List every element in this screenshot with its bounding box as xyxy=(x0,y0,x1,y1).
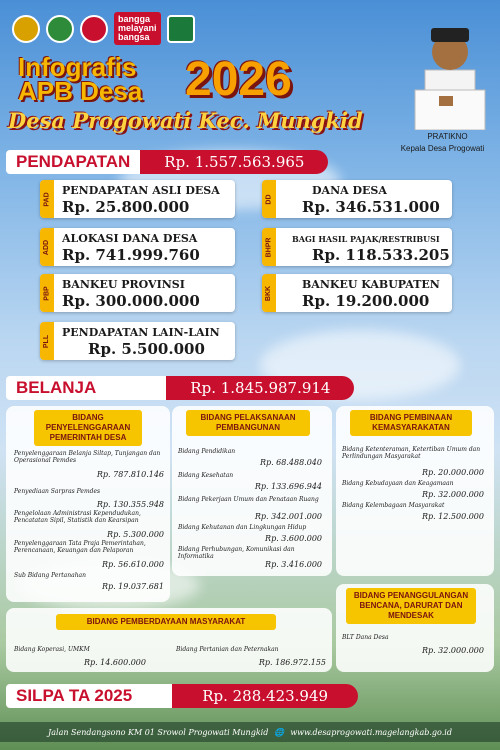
revenue-code-tag: DD xyxy=(262,180,276,218)
revenue-code-tag: PAD xyxy=(40,180,54,218)
expense-item: Bidang Pekerjaan Umum dan Penataan Ruang xyxy=(178,496,319,503)
expense-value: Rp. 186.972.155 xyxy=(258,658,326,667)
panel-heading: BIDANG PENYELENGGARAAN PEMERINTAH DESA xyxy=(34,410,142,446)
revenue-label: ALOKASI DANA DESA xyxy=(62,232,198,245)
pendapatan-total: Rp. 1.557.563.965 xyxy=(140,150,328,174)
revenue-code-tag: PLL xyxy=(40,322,54,360)
expense-item: Penyelenggaraan Tata Praja Pemerintahan, Perencanaan, Keuangan dan Pelaporan xyxy=(14,540,146,554)
kemendagri-logo-icon xyxy=(12,15,40,43)
revenue-card-bkk xyxy=(262,274,452,312)
revenue-card-add xyxy=(40,228,235,266)
title-line-1: Infografis xyxy=(18,52,137,82)
panel-heading: BIDANG PEMBINAAN KEMASYARAKATAN xyxy=(350,410,472,436)
revenue-label: BAGI HASIL PAJAK/RESTRIBUSI xyxy=(292,234,440,244)
bidang-pemberdayaan-panel xyxy=(6,608,332,672)
expense-value: Rp. 133.696.944 xyxy=(254,482,322,491)
address-text: Jalan Sendangsono KM 01 Srowol Progowati Mungkid xyxy=(48,727,269,737)
year-label: 2026 xyxy=(185,53,292,106)
expense-value: Rp. 19.037.681 xyxy=(101,582,164,591)
expense-value: Rp. 5.300.000 xyxy=(107,530,164,539)
tagline-line: bangsa xyxy=(118,32,150,42)
belanja-bar xyxy=(6,376,354,400)
panel-heading: BIDANG PEMBERDAYAAN MASYARAKAT xyxy=(56,614,276,630)
expense-item: Bidang Pendidikan xyxy=(178,448,236,455)
globe-icon: 🌐 xyxy=(274,727,285,737)
expense-item: Penyediaan Sarpras Pemdes xyxy=(14,488,101,495)
expense-item: Bidang Kesehatan xyxy=(178,472,234,479)
expense-item: Pengelolaan Administrasi Kependudukan, Pencatatan Sipil, Statistik dan Kearsipan xyxy=(14,510,141,524)
revenue-code-tag: ADD xyxy=(40,228,54,266)
expense-value: Rp. 12.500.000 xyxy=(421,512,484,521)
jawa-tengah-logo-icon xyxy=(80,15,108,43)
expense-value: Rp. 3.600.000 xyxy=(265,534,322,543)
expense-item: Bidang Kelembagaan Masyarakat xyxy=(342,502,445,509)
bidang-pemerintahan-panel xyxy=(6,406,170,602)
revenue-card-pad xyxy=(40,180,235,218)
revenue-amount: Rp. 5.500.000 xyxy=(88,340,205,358)
bidang-pembangunan-panel xyxy=(172,406,332,576)
revenue-amount: Rp. 346.531.000 xyxy=(302,198,440,216)
revenue-card-pbp xyxy=(40,274,235,312)
infographic-title xyxy=(18,52,143,106)
revenue-label: PENDAPATAN LAIN-LAIN xyxy=(62,326,220,339)
expense-item: Bidang Kebudayaan dan Keagamaan xyxy=(342,480,454,487)
kemenkes-logo-icon xyxy=(46,15,74,43)
expense-item: Bidang Pertanian dan Peternakan xyxy=(176,646,279,653)
village-head-photo xyxy=(395,10,500,130)
website-link[interactable]: www.desaprogowati.magelangkab.go.id xyxy=(290,727,452,737)
tagline-line: melayani xyxy=(118,23,157,33)
revenue-card-bhpr xyxy=(262,228,452,266)
expense-item: Penyelenggaraan Belanja Siltap, Tunjangan dan Operasional Pemdes xyxy=(14,450,161,464)
panel-heading: BIDANG PENANGGULANGAN BENCANA, DARURAT DAN MENDESAK xyxy=(346,588,476,624)
silpa-total: Rp. 288.423.949 xyxy=(172,684,358,708)
revenue-amount: Rp. 741.999.760 xyxy=(62,246,200,264)
pendapatan-bar xyxy=(6,150,328,174)
expense-item: Bidang Ketenteraman, Ketertiban Umum dan Perlindungan Masyarakat xyxy=(342,446,481,460)
bangga-melayani-bangsa-tagline xyxy=(114,12,161,45)
revenue-code-tag: PBP xyxy=(40,274,54,312)
revenue-label: DANA DESA xyxy=(312,184,387,197)
expense-value: Rp. 68.488.040 xyxy=(259,458,322,467)
expense-value: Rp. 32.000.000 xyxy=(421,490,484,499)
revenue-label: BANKEU PROVINSI xyxy=(62,278,185,291)
belanja-total: Rp. 1.845.987.914 xyxy=(166,376,354,400)
village-subtitle: Desa Progowati Kec. Mungkid xyxy=(8,108,363,133)
pendapatan-label: PENDAPATAN xyxy=(6,150,140,174)
expense-value: Rp. 3.416.000 xyxy=(265,560,322,569)
panel-heading: BIDANG PELAKSANAAN PEMBANGUNAN xyxy=(186,410,310,436)
revenue-amount: Rp. 300.000.000 xyxy=(62,292,200,310)
expense-item: Bidang Koperasi, UMKM xyxy=(14,646,90,653)
expense-value: Rp. 342.001.000 xyxy=(254,512,322,521)
expense-item: Bidang Kehutanan dan Lingkungan Hidup xyxy=(178,524,307,531)
expense-value: Rp. 787.810.146 xyxy=(96,470,164,479)
person-name: PRATIKNO xyxy=(427,132,468,141)
revenue-card-pll xyxy=(40,322,235,360)
expense-item: BLT Dana Desa xyxy=(342,634,389,641)
bidang-pembinaan-panel xyxy=(336,406,494,576)
revenue-code-tag: BHPR xyxy=(262,228,276,266)
bidang-bencana-panel xyxy=(336,584,494,672)
expense-value: Rp. 20.000.000 xyxy=(421,468,484,477)
expense-value: Rp. 130.355.948 xyxy=(96,500,164,509)
footer xyxy=(0,722,500,742)
expense-value: Rp. 32.000.000 xyxy=(421,646,484,655)
belanja-label: BELANJA xyxy=(6,376,166,400)
expense-item: Bidang Perhubungan, Komunikasi dan Informatika xyxy=(178,546,295,560)
expense-item: Sub Bidang Pertanahan xyxy=(14,572,87,579)
logo-row xyxy=(12,12,195,45)
revenue-code-tag: BKK xyxy=(262,274,276,312)
silpa-label: SILPA TA 2025 xyxy=(6,684,172,708)
silpa-bar xyxy=(6,684,358,708)
revenue-amount: Rp. 118.533.205 xyxy=(312,246,450,264)
revenue-card-dd xyxy=(262,180,452,218)
revenue-label: PENDAPATAN ASLI DESA xyxy=(62,184,220,197)
expense-value: Rp. 14.600.000 xyxy=(83,658,146,667)
title-line-2: APB Desa xyxy=(18,76,143,106)
revenue-label: BANKEU KABUPATEN xyxy=(302,278,440,291)
revenue-amount: Rp. 25.800.000 xyxy=(62,198,190,216)
revenue-amount: Rp. 19.200.000 xyxy=(302,292,430,310)
person-title: Kepala Desa Progowati xyxy=(400,144,485,153)
tagline-line: bangga xyxy=(118,14,151,24)
magelang-logo-icon xyxy=(167,15,195,43)
expense-value: Rp. 56.610.000 xyxy=(101,560,164,569)
